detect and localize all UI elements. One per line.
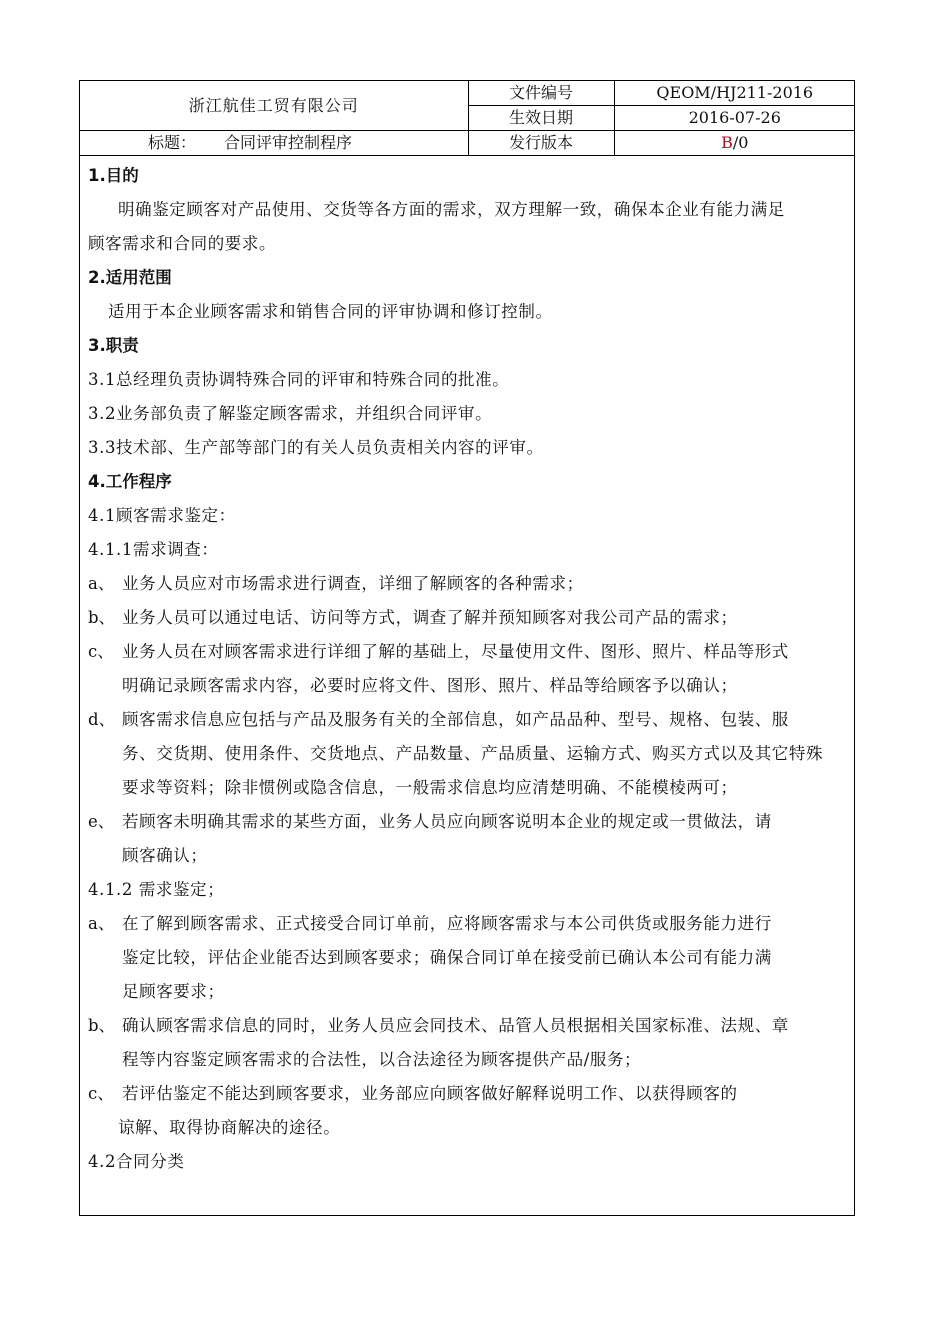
- list-item: [88, 805, 854, 839]
- list-item: [88, 635, 854, 669]
- item-text: 顾客需求信息应包括与产品及服务有关的全部信息，如产品品种、型号、规格、包装、服: [122, 710, 789, 729]
- section-heading: 3.职责: [88, 336, 139, 355]
- item-marker: e、: [88, 812, 115, 831]
- item-continuation: 要求等资料；除非惯例或隐含信息，一般需求信息均应清楚明确、不能模棱两可；: [122, 778, 738, 797]
- subsection-title: 4.1顾客需求鉴定：: [88, 506, 236, 525]
- title-label: 标题：: [148, 133, 197, 152]
- list-item: [88, 1009, 854, 1043]
- item-text: 若评估鉴定不能达到顾客要求，业务部应向顾客做好解释说明工作、以获得顾客的: [122, 1084, 738, 1103]
- item-text: 业务人员可以通过电话、访问等方式，调查了解并预知顾客对我公司产品的需求；: [122, 608, 738, 627]
- section-heading: 2.适用范围: [88, 268, 172, 287]
- item-marker: b、: [88, 1016, 116, 1035]
- company-name: 浙江航佳工贸有限公司: [80, 81, 468, 131]
- list-item: 3.3技术部、生产部等部门的有关人员负责相关内容的评审。: [88, 438, 544, 457]
- list-item: [88, 703, 854, 737]
- section-heading: 1.目的: [88, 166, 139, 185]
- paragraph-line: 明确鉴定顾客对产品使用、交货等各方面的需求，双方理解一致，确保本企业有能力满足: [118, 200, 785, 219]
- document-body: [80, 156, 854, 1179]
- document-page: [79, 80, 855, 1216]
- subsection-title: 4.2合同分类: [88, 1152, 185, 1171]
- doc-title-cell: [80, 131, 468, 156]
- eff-date-label: 生效日期: [468, 106, 614, 131]
- version-label: 发行版本: [468, 131, 614, 156]
- version-cell: [614, 131, 855, 156]
- doc-no-label: 文件编号: [468, 81, 614, 106]
- item-marker: c、: [88, 1084, 114, 1103]
- item-continuation: 鉴定比较，评估企业能否达到顾客要求；确保合同订单在接受前已确认本公司有能力满: [122, 948, 772, 967]
- item-marker: d、: [88, 710, 116, 729]
- list-item: [88, 1077, 854, 1111]
- item-continuation: 务、交货期、使用条件、交货地点、产品数量、产品质量、运输方式、购买方式以及其它特殊: [122, 744, 824, 763]
- item-text: 在了解到顾客需求、正式接受合同订单前，应将顾客需求与本公司供货或服务能力进行: [122, 914, 772, 933]
- list-item: 3.2业务部负责了解鉴定顾客需求，并组织合同评审。: [88, 404, 493, 423]
- list-item: [88, 601, 854, 635]
- item-continuation: 顾客确认；: [122, 846, 208, 865]
- paragraph-line: 顾客需求和合同的要求。: [88, 234, 277, 253]
- item-continuation: 明确记录顾客需求内容，必要时应将文件、图形、照片、样品等给顾客予以确认；: [122, 676, 738, 695]
- item-marker: a、: [88, 914, 115, 933]
- header-table: [80, 81, 855, 156]
- version-letter: B: [721, 133, 733, 152]
- item-text: 若顾客未明确其需求的某些方面，业务人员应向顾客说明本企业的规定或一贯做法，请: [122, 812, 772, 831]
- doc-no: QEOM/HJ211-2016: [614, 81, 855, 106]
- item-marker: c、: [88, 642, 114, 661]
- doc-title: 合同评审控制程序: [224, 133, 353, 152]
- item-marker: b、: [88, 608, 116, 627]
- item-continuation: 足顾客要求；: [122, 982, 225, 1001]
- item-text: 业务人员在对顾客需求进行详细了解的基础上，尽量使用文件、图形、照片、样品等形式: [122, 642, 789, 661]
- paragraph-line: 适用于本企业顾客需求和销售合同的评审协调和修订控制。: [108, 302, 553, 321]
- list-item: [88, 567, 854, 601]
- subsection-title: 4.1.2 需求鉴定；: [88, 880, 225, 899]
- section-heading: 4.工作程序: [88, 472, 172, 491]
- list-item: [88, 907, 854, 941]
- item-continuation: 谅解、取得协商解决的途径。: [118, 1118, 341, 1137]
- version-rest: /0: [732, 133, 749, 152]
- list-item: 3.1总经理负责协调特殊合同的评审和特殊合同的批准。: [88, 370, 510, 389]
- subsection-title: 4.1.1需求调查：: [88, 540, 219, 559]
- item-continuation: 程等内容鉴定顾客需求的合法性，以合法途径为顾客提供产品/服务；: [122, 1050, 642, 1069]
- item-marker: a、: [88, 574, 115, 593]
- eff-date: 2016-07-26: [614, 106, 855, 131]
- item-text: 确认顾客需求信息的同时，业务人员应会同技术、品管人员根据相关国家标准、法规、章: [122, 1016, 789, 1035]
- item-text: 业务人员应对市场需求进行调查，详细了解顾客的各种需求；: [122, 574, 584, 593]
